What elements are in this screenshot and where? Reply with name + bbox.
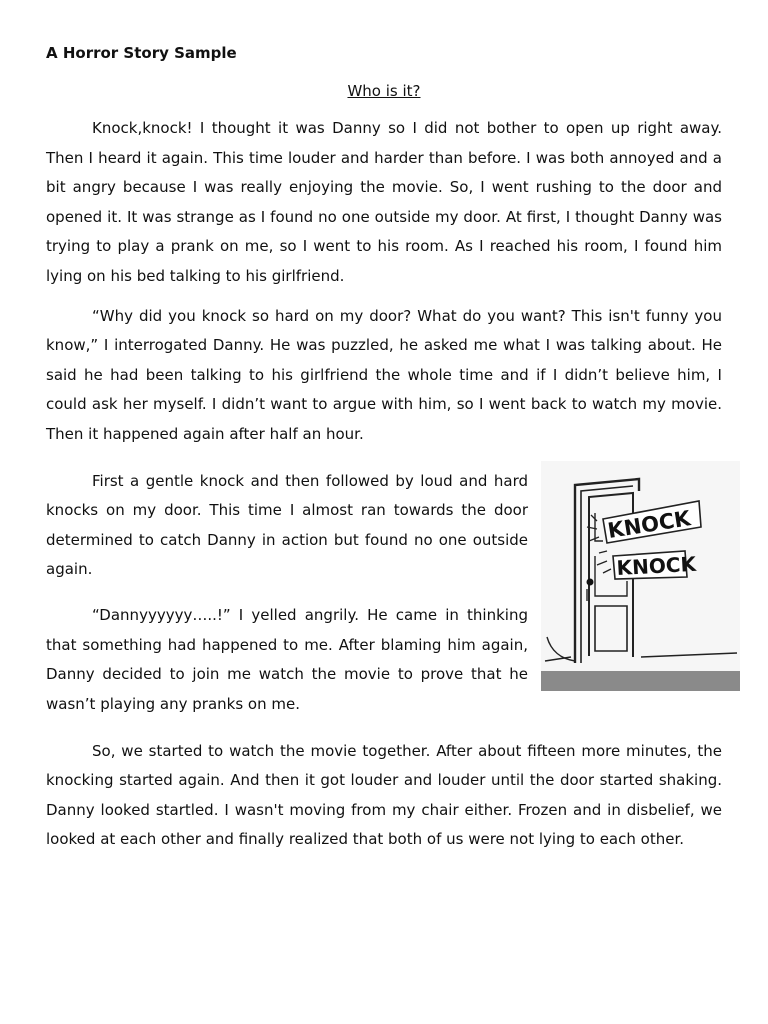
paragraph-1: Knock,knock! I thought it was Danny so I did not bother to open up right away. Then I heard it again. This time louder and harder than before. I was both annoyed and a bit angry because I was really enjoying the movie. So, I went rushing to the door and opened it. It was strange as I found no one outside my door. At first, I thought Danny was trying to play a prank on me, so I went to his room. As I reached his room, I found him lying on his bed talking to his girlfriend.: [46, 119, 722, 285]
knock-word-1: KNOCK: [606, 505, 693, 543]
paragraph-3: First a gentle knock and then followed by loud and hard knocks on my door. This time I almost ran towards the door determined to catch Danny in action but found no one outside again.: [46, 471, 528, 579]
door-knock-icon: [541, 461, 740, 691]
document-page: [46, 40, 722, 855]
door-knock-illustration: [541, 461, 740, 691]
paragraph-5: So, we started to watch the movie together. After about fifteen more minutes, the knocking started again. And then it got louder and louder until the door started shaking. Danny looked startled. I wasn't moving from my chair either. Frozen and in disbelief, we looked at each other and finally realized that both of us were not lying to each other.: [46, 741, 722, 849]
text-with-illustration: [46, 467, 722, 719]
knock-word-2: KNOCK: [616, 551, 697, 580]
story-title: Who is it?: [347, 82, 421, 100]
paragraph-2: “Why did you knock so hard on my door? What do you want? This isn't funny you know,” I interrogated Danny. He was puzzled, he asked me what I was talking about. He said he had been talking to his girlfriend the whole time and if I didn’t believe him, I could ask her myself. I didn’t want to argue with him, so I went back to watch my movie. Then it happened again after half an hour.: [46, 306, 722, 443]
document-title: A Horror Story Sample: [46, 44, 237, 62]
wrapped-text: [46, 467, 528, 720]
paragraph-4: “Dannyyyyyy…..!” I yelled angrily. He came in thinking that something had happened to me. After blaming him again, Danny decided to join me watch the movie to prove that he wasn’t playing any pranks on me.: [46, 605, 528, 713]
